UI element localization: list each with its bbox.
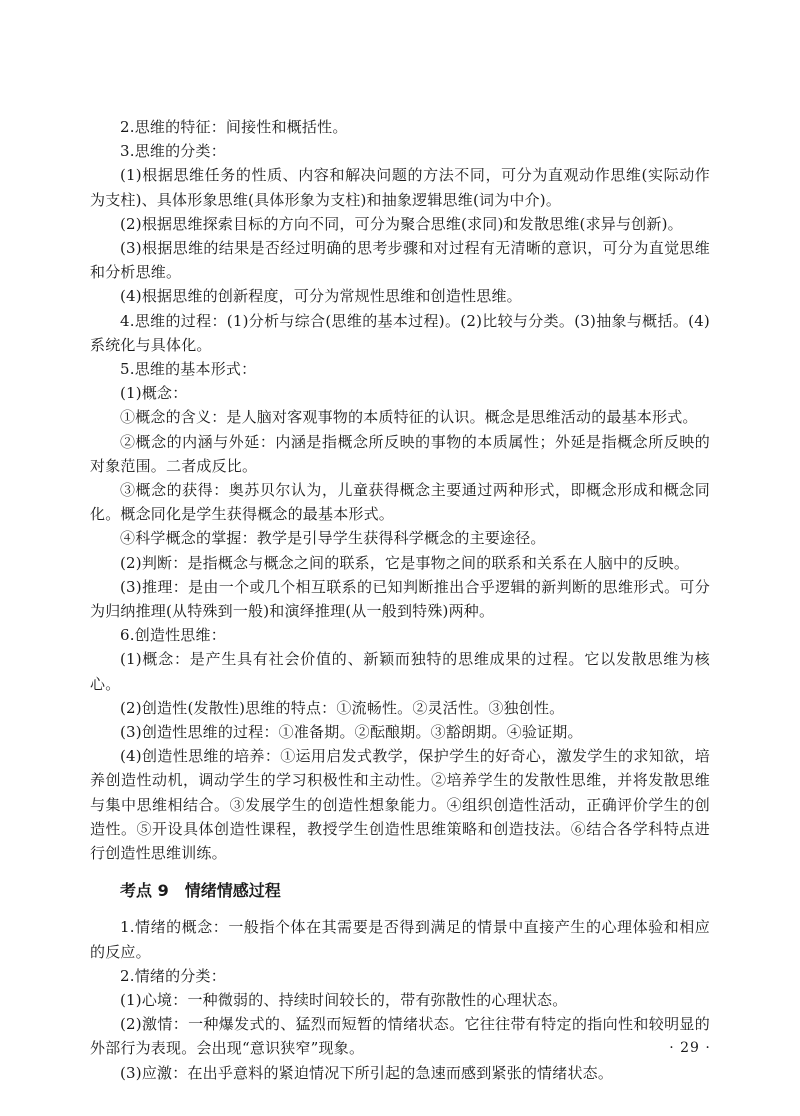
paragraph: (4)创造性思维的培养：①运用启发式教学，保护学生的好奇心，激发学生的求知欲，培养创造性动机，调动学生的学习积极性和主动性。②培养学生的发散性思维，并将发散思维与集中思维相结合。③发展学生的创造性想象能力。④组织创造性活动，正确评价学生的创造性。⑤开设具体创造性课程，教授学生创造性思维策略和创造技法。⑥结合各学科特点进行创造性思维训练。 <box>90 747 710 863</box>
paragraph: (1)根据思维任务的性质、内容和解决问题的方法不同，可分为直观动作思维(实际动作为支柱)、具体形象思维(具体形象为支柱)和抽象逻辑思维(词为中介)。 <box>90 166 710 209</box>
paragraph: ②概念的内涵与外延：内涵是指概念所反映的事物的本质属性；外延是指概念所反映的对象范围。二者成反比。 <box>90 432 710 475</box>
paragraph: ①概念的含义：是人脑对客观事物的本质特征的认识。概念是思维活动的最基本形式。 <box>120 408 698 427</box>
section-heading-title: 情绪情感过程 <box>184 881 281 901</box>
paragraph: (3)推理：是由一个或几个相互联系的已知判断推出合乎逻辑的新判断的思维形式。可分为归纳推理(从特殊到一般)和演绎推理(从一般到特殊)两种。 <box>90 577 710 621</box>
paragraph: 4.思维的过程：(1)分析与综合(思维的基本过程)。(2)比较与分类。(3)抽象与概括。(4)系统化与具体化。 <box>90 311 710 354</box>
page-number: · 29 · <box>669 1040 711 1056</box>
section-emotion <box>90 915 710 1084</box>
section-thinking <box>90 115 710 865</box>
paragraph: (2)激情：一种爆发式的、猛烈而短暂的情绪状态。它往往带有特定的指向性和较明显的外部行为表现。会出现“意识狭窄”现象。 <box>90 1015 710 1058</box>
paragraph: ③概念的获得：奥苏贝尔认为，儿童获得概念主要通过两种形式，即概念形成和概念同化。概念同化是学生获得概念的最基本形式。 <box>90 481 710 524</box>
paragraph: (1)概念： <box>120 384 188 403</box>
paragraph: (3)根据思维的结果是否经过明确的思考步骤和对过程有无清晰的意识，可分为直觉思维和分析思维。 <box>90 239 710 282</box>
paragraph: (1)概念：是产生具有社会价值的、新颖而独特的思维成果的过程。它以发散思维为核心。 <box>90 650 710 693</box>
section-heading <box>90 879 710 903</box>
paragraph: 2.情绪的分类： <box>120 966 226 985</box>
paragraph: (3)应激：在出乎意料的紧迫情况下所引起的急速而感到紧张的情绪状态。 <box>120 1063 614 1082</box>
paragraph: (2)根据思维探索目标的方向不同，可分为聚合思维(求同)和发散思维(求异与创新)。 <box>120 214 683 233</box>
paragraph: (2)创造性(发散性)思维的特点：①流畅性。②灵活性。③独创性。 <box>120 698 565 717</box>
paragraph: (1)心境：一种微弱的、持续时间较长的，带有弥散性的心理状态。 <box>120 990 568 1009</box>
paragraph: 6.创造性思维： <box>120 626 226 645</box>
paragraph: 2.思维的特征：间接性和概括性。 <box>120 118 348 136</box>
paragraph: (2)判断：是指概念与概念之间的联系，它是事物之间的联系和关系在人脑中的反映。 <box>120 553 690 572</box>
section-heading-number: 考点 9 <box>120 881 169 901</box>
paragraph: 3.思维的分类： <box>120 142 226 161</box>
paragraph: (4)根据思维的创新程度，可分为常规性思维和创造性思维。 <box>120 287 522 306</box>
paragraph: 1.情绪的概念：一般指个体在其需要是否得到满足的情景中直接产生的心理体验和相应的反应。 <box>90 918 710 961</box>
paragraph: ④科学概念的掌握：教学是引导学生获得科学概念的主要途径。 <box>120 529 546 548</box>
page-content <box>90 115 710 1085</box>
paragraph: (3)创造性思维的过程：①准备期。②酝酿期。③豁朗期。④验证期。 <box>120 723 583 742</box>
paragraph: 5.思维的基本形式： <box>120 360 257 379</box>
